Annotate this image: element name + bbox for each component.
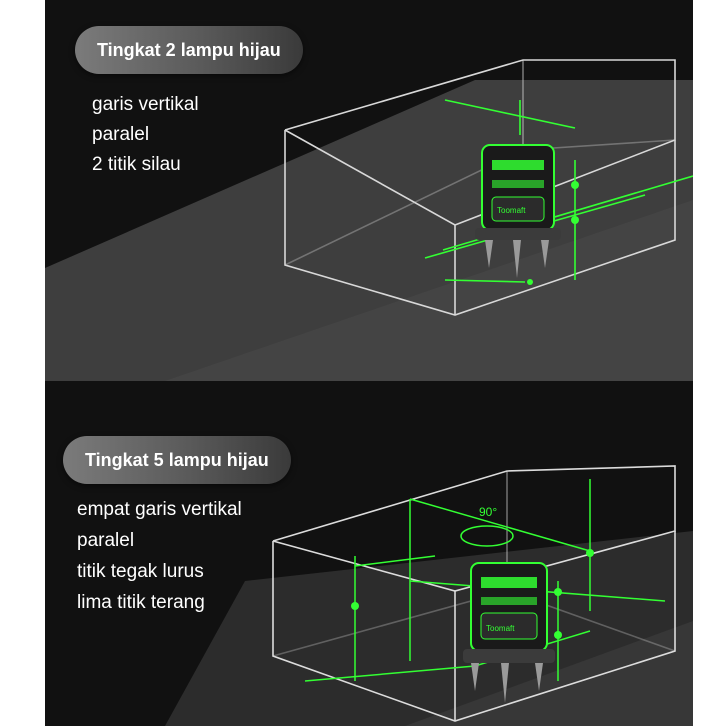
- angle-label: 90°: [479, 505, 498, 519]
- level-5-description: [77, 494, 242, 618]
- level-5-line-4: lima titik terang: [77, 592, 205, 613]
- level-2-line-2: paralel: [92, 124, 150, 145]
- level-2-line-1: garis vertikal: [92, 94, 199, 115]
- level-5-line-3: titik tegak lurus: [77, 561, 204, 582]
- device-brand-label: Toomaft: [486, 624, 515, 633]
- panel-level-5: [45, 381, 693, 726]
- level-5-line-1: empat garis vertikal: [77, 499, 242, 520]
- panel-level-2: [45, 0, 693, 381]
- level-2-title-pill: Tingkat 2 lampu hijau: [75, 26, 303, 74]
- level-5-title-pill: Tingkat 5 lampu hijau: [63, 436, 291, 484]
- device-brand-label: Toomaft: [497, 206, 526, 215]
- level-5-line-2: paralel: [77, 530, 135, 551]
- level-2-description: [92, 90, 199, 180]
- level-2-line-3: 2 titik silau: [92, 154, 181, 175]
